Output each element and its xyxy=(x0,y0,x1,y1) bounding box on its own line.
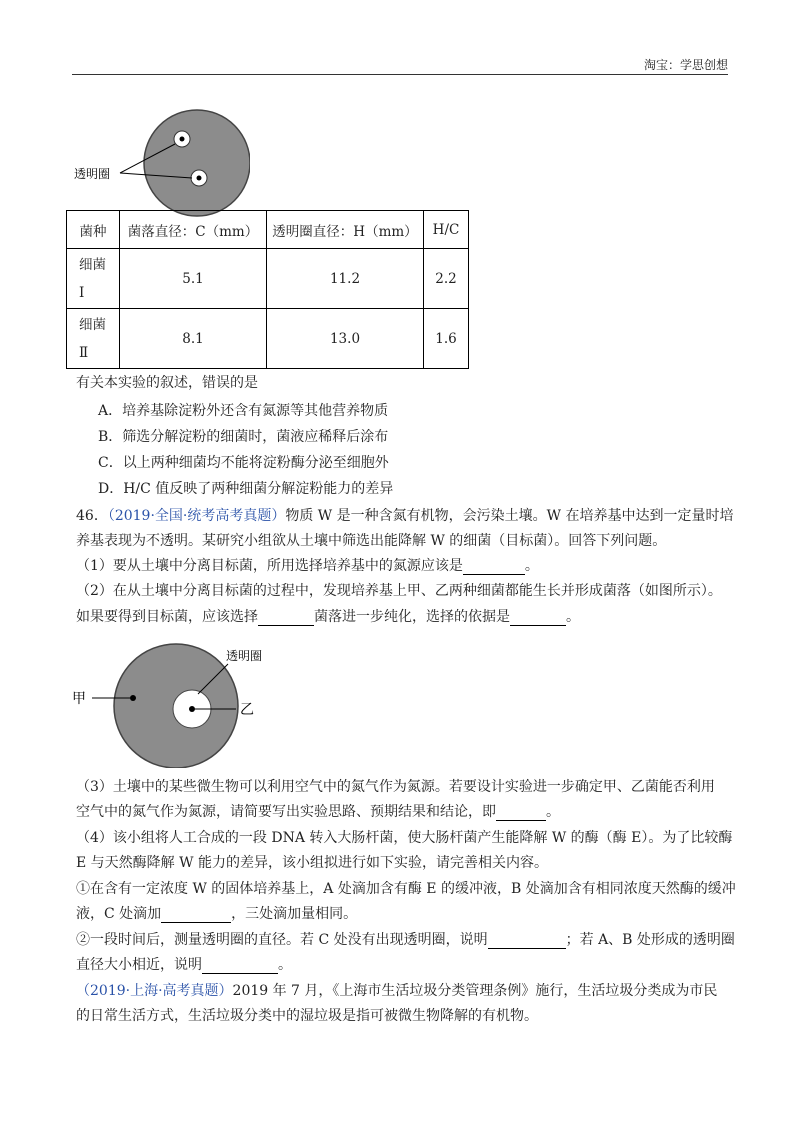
answer-blank[interactable] xyxy=(463,558,525,575)
header-text: 淘宝：学思创想 xyxy=(643,58,728,72)
clear-zone-label: 透明圈 xyxy=(74,167,111,181)
header-ratio: H/C xyxy=(424,211,469,249)
answer-blank[interactable] xyxy=(496,804,546,821)
results-table xyxy=(66,210,469,369)
label-yi: 乙 xyxy=(240,702,254,718)
option-c: C．以上两种细菌均不能将淀粉酶分泌至细胞外 xyxy=(98,455,389,471)
header-clear-diameter: 透明圈直径：H（mm） xyxy=(267,211,424,249)
answer-blank[interactable] xyxy=(510,609,566,626)
answer-blank[interactable] xyxy=(161,906,231,923)
step-1-line-2: 液，C 处滴加 ，三处滴加量相同。 xyxy=(76,906,358,922)
ratio-cell: 2.2 xyxy=(424,249,469,309)
strain-name: 细菌 Ⅰ xyxy=(67,249,120,309)
colony-2 xyxy=(197,176,202,181)
table-row xyxy=(67,309,469,369)
question-number: 46． xyxy=(76,508,108,524)
q46-part-2-line-1: （2）在从土壤中分离目标菌的过程中，发现培养基上甲、乙两种细菌都能生长并形成菌落（如图所示）。 xyxy=(76,583,722,599)
option-a: A．培养基除淀粉外还含有氮源等其他营养物质 xyxy=(98,403,389,419)
colony-yi xyxy=(189,706,195,712)
question-source: （2019·全国·统考高考真题） xyxy=(107,508,286,524)
answer-blank[interactable] xyxy=(202,957,278,974)
option-b: B．筛选分解淀粉的细菌时，菌液应稀释后涂布 xyxy=(98,429,389,445)
q46-intro-line-1: 46．（2019·全国·统考高考真题）物质 W 是一种含氮有机物，会污染土壤。W 在培养基中达到一定量时培 xyxy=(76,508,734,524)
clear-diameter-cell: 11.2 xyxy=(267,249,424,309)
q46-part-1: （1）要从土壤中分离目标菌，所用选择培养基中的氮源应该是 。 xyxy=(76,558,539,574)
colony-jia xyxy=(130,695,136,701)
q47-line-1: （2019·上海·高考真题）2019 年 7 月，《上海市生活垃圾分类管理条例》施行，生活垃圾分类成为市民 xyxy=(76,983,718,999)
culture-plate xyxy=(144,110,250,216)
step-2-line-2: 直径大小相近，说明 。 xyxy=(76,957,292,973)
plate-figure-1 xyxy=(70,108,250,218)
header-divider xyxy=(72,74,728,75)
clear-diameter-cell: 13.0 xyxy=(267,309,424,369)
q46-part-4-line-2: E 与天然酶降解 W 能力的差异，该小组拟进行如下实验，请完善相关内容。 xyxy=(76,855,548,871)
q46-part-3-line-2: 空气中的氮气作为氮源，请简要写出实验思路、预期结果和结论，即 。 xyxy=(76,804,560,820)
colony-diameter-cell: 5.1 xyxy=(120,249,267,309)
label-clear-zone: 透明圈 xyxy=(226,649,263,663)
answer-blank[interactable] xyxy=(488,932,566,949)
question-stem: 有关本实验的叙述，错误的是 xyxy=(76,375,258,391)
step-2-line-1: ②一段时间后，测量透明圈的直径。若 C 处没有出现透明圈，说明 ；若 A、B 处形成的透明圈 xyxy=(76,932,735,948)
question-source: （2019·上海·高考真题） xyxy=(76,983,233,999)
table-header-row xyxy=(67,211,469,249)
answer-blank[interactable] xyxy=(258,609,314,626)
q46-part-4-line-1: （4）该小组将人工合成的一段 DNA 转入大肠杆菌，使大肠杆菌产生能降解 W 的酶（酶 E）。为了比较酶 xyxy=(76,830,733,846)
q46-part-3-line-1: （3）土壤中的某些微生物可以利用空气中的氮气作为氮源。若要设计实验进一步确定甲、乙菌能否利用 xyxy=(76,779,715,795)
strain-name: 细菌 Ⅱ xyxy=(67,309,120,369)
q47-line-2: 的日常生活方式，生活垃圾分类中的湿垃圾是指可被微生物降解的有机物。 xyxy=(76,1008,538,1024)
option-d: D．H/C 值反映了两种细菌分解淀粉能力的差异 xyxy=(98,481,394,497)
step-1-line-1: ①在含有一定浓度 W 的固体培养基上，A 处滴加含有酶 E 的缓冲液，B 处滴加含有相同浓度天然酶的缓冲 xyxy=(76,881,736,897)
ratio-cell: 1.6 xyxy=(424,309,469,369)
label-jia: 甲 xyxy=(72,691,86,707)
header-strain: 菌种 xyxy=(67,211,120,249)
colony-diameter-cell: 8.1 xyxy=(120,309,267,369)
plate-figure-2 xyxy=(68,640,298,768)
q46-intro-line-2: 养基表现为不透明。某研究小组欲从土壤中筛选出能降解 W 的细菌（目标菌）。回答下列问题。 xyxy=(76,533,667,549)
table-row xyxy=(67,249,469,309)
colony-1 xyxy=(180,137,185,142)
q46-part-2-line-2: 如果要得到目标菌，应该选择 菌落进一步纯化，选择的依据是 。 xyxy=(76,609,580,625)
header-colony-diameter: 菌落直径：C（mm） xyxy=(120,211,267,249)
